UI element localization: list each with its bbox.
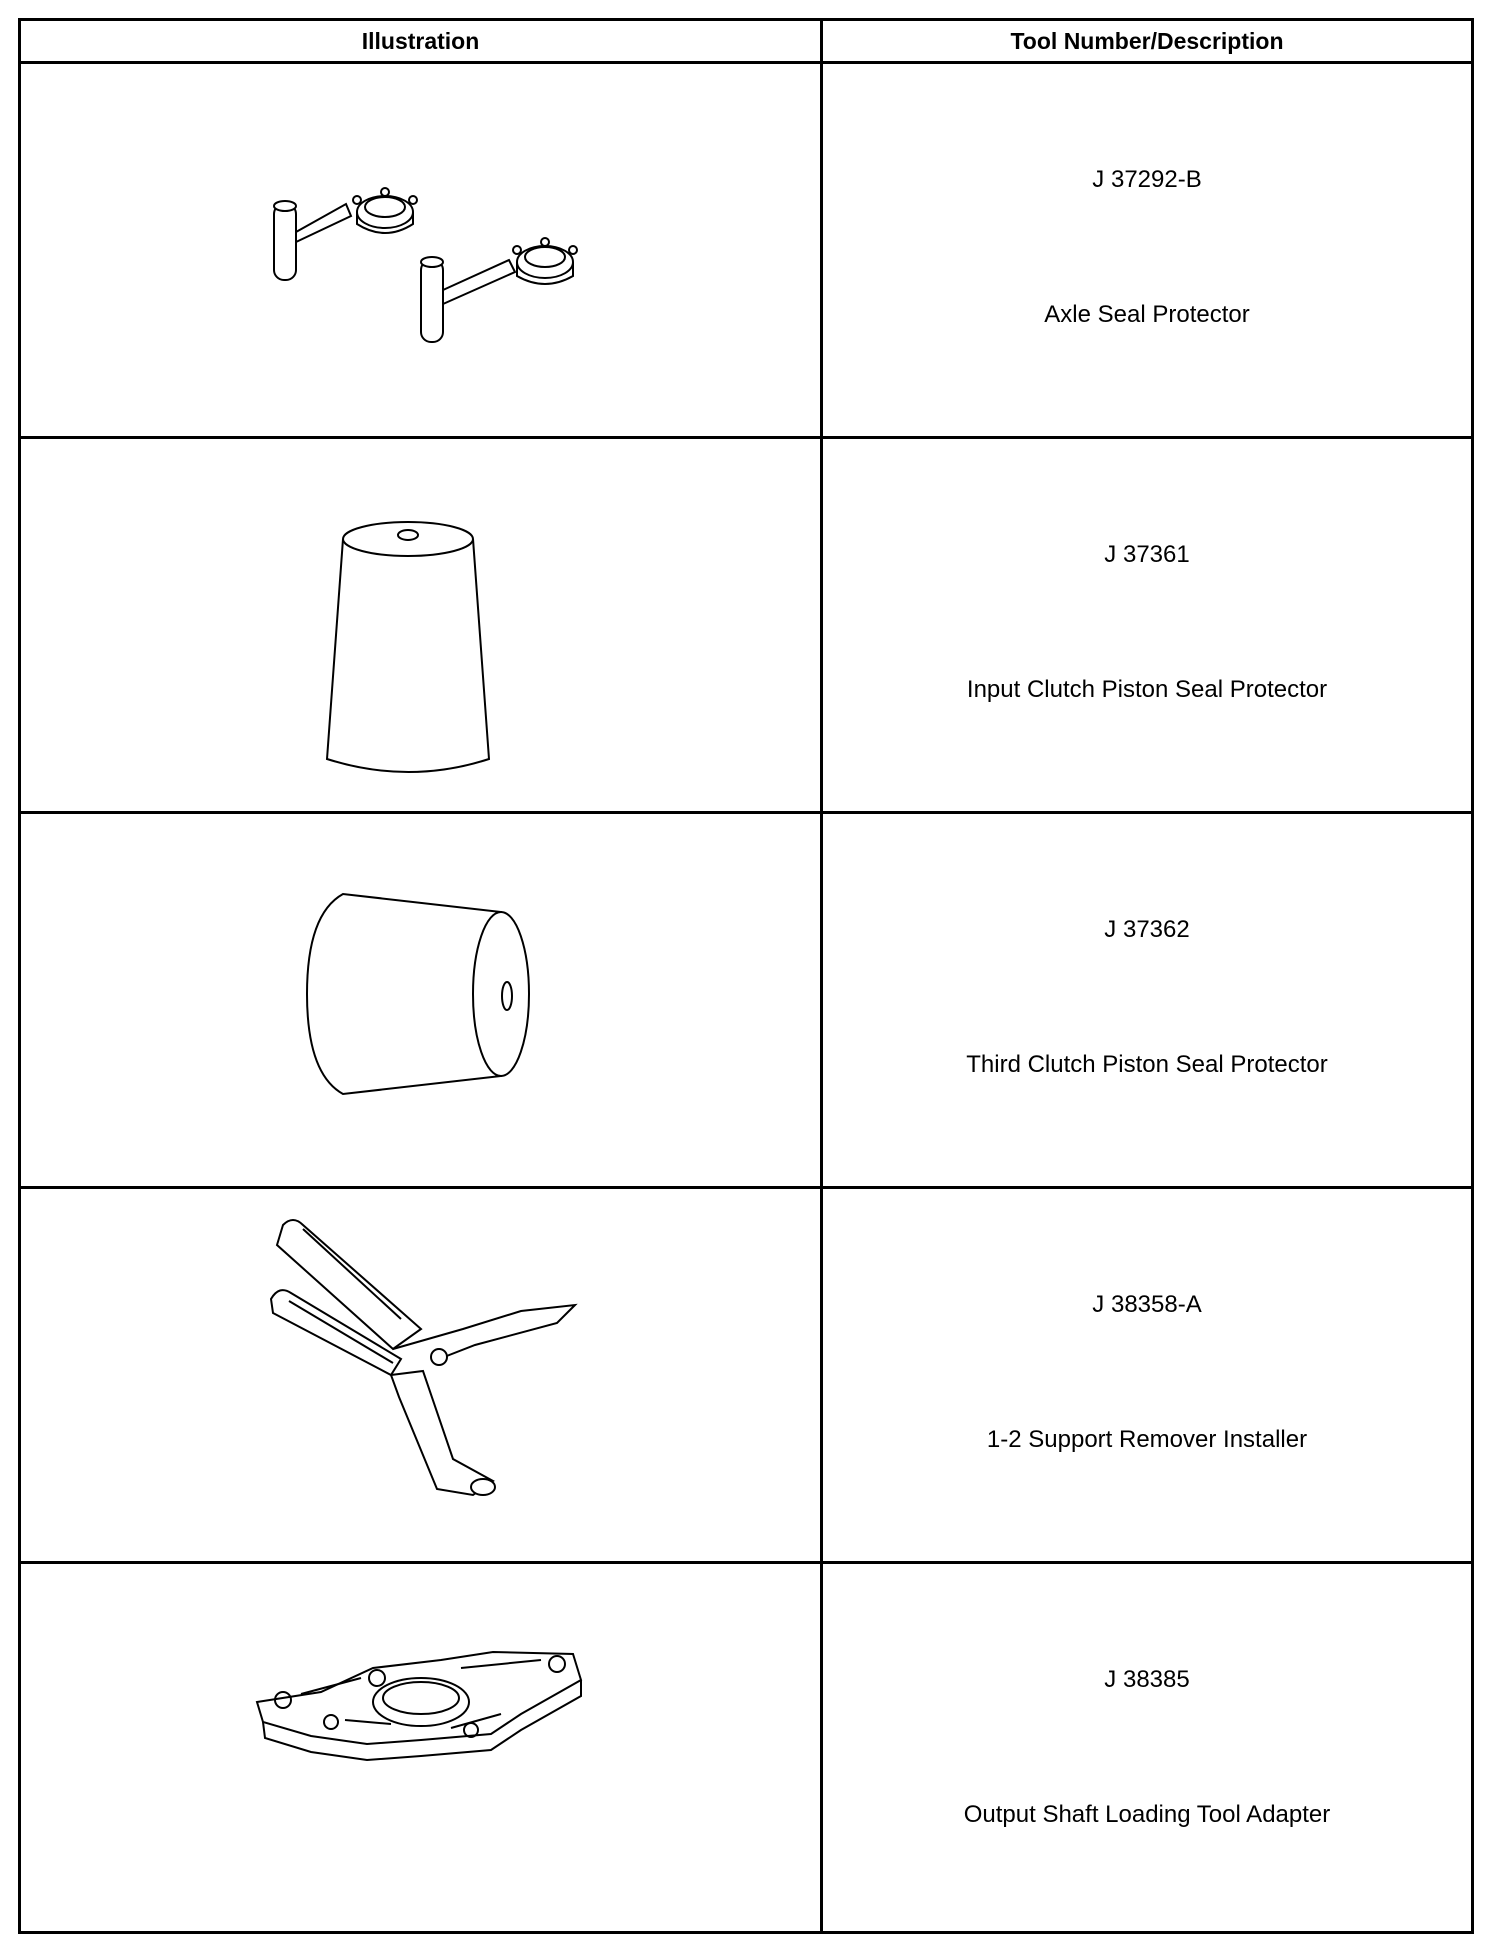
header-illustration: Illustration [361,27,480,54]
input-clutch-piston-seal-protector-icon [21,439,820,811]
description-cell [823,814,1471,1186]
description-cell [823,1564,1471,1936]
table-row [21,1564,1471,1936]
table-row [21,64,1471,436]
description-cell [823,439,1471,811]
tool-description: Axle Seal Protector [1044,301,1250,328]
illustration-cell [21,439,820,811]
tool-table [18,18,1474,1934]
axle-seal-protector-icon [21,64,820,436]
tool-description: Third Clutch Piston Seal Protector [966,1051,1328,1078]
table-row [21,1189,1471,1561]
tool-number: J 38385 [1104,1666,1190,1693]
table-row [21,439,1471,811]
illustration-cell [21,1564,820,1936]
table-row [21,814,1471,1186]
tool-number: J 37361 [1104,541,1190,568]
tool-description: Input Clutch Piston Seal Protector [966,676,1328,703]
tool-description: 1-2 Support Remover Installer [986,1426,1308,1453]
output-shaft-loading-tool-adapter-icon [21,1564,820,1936]
illustration-cell [21,1189,820,1561]
tool-number: J 37362 [1104,916,1190,943]
illustration-cell [21,64,820,436]
support-remover-installer-icon [21,1189,820,1561]
description-cell [823,1189,1471,1561]
illustration-cell [21,814,820,1186]
tool-description: Output Shaft Loading Tool Adapter [963,1801,1331,1828]
tool-number: J 38358-A [1092,1291,1202,1318]
tool-number: J 37292-B [1092,166,1202,193]
header-tool-number-description: Tool Number/Description [1010,27,1284,54]
third-clutch-piston-seal-protector-icon [21,814,820,1186]
description-cell [823,64,1471,436]
